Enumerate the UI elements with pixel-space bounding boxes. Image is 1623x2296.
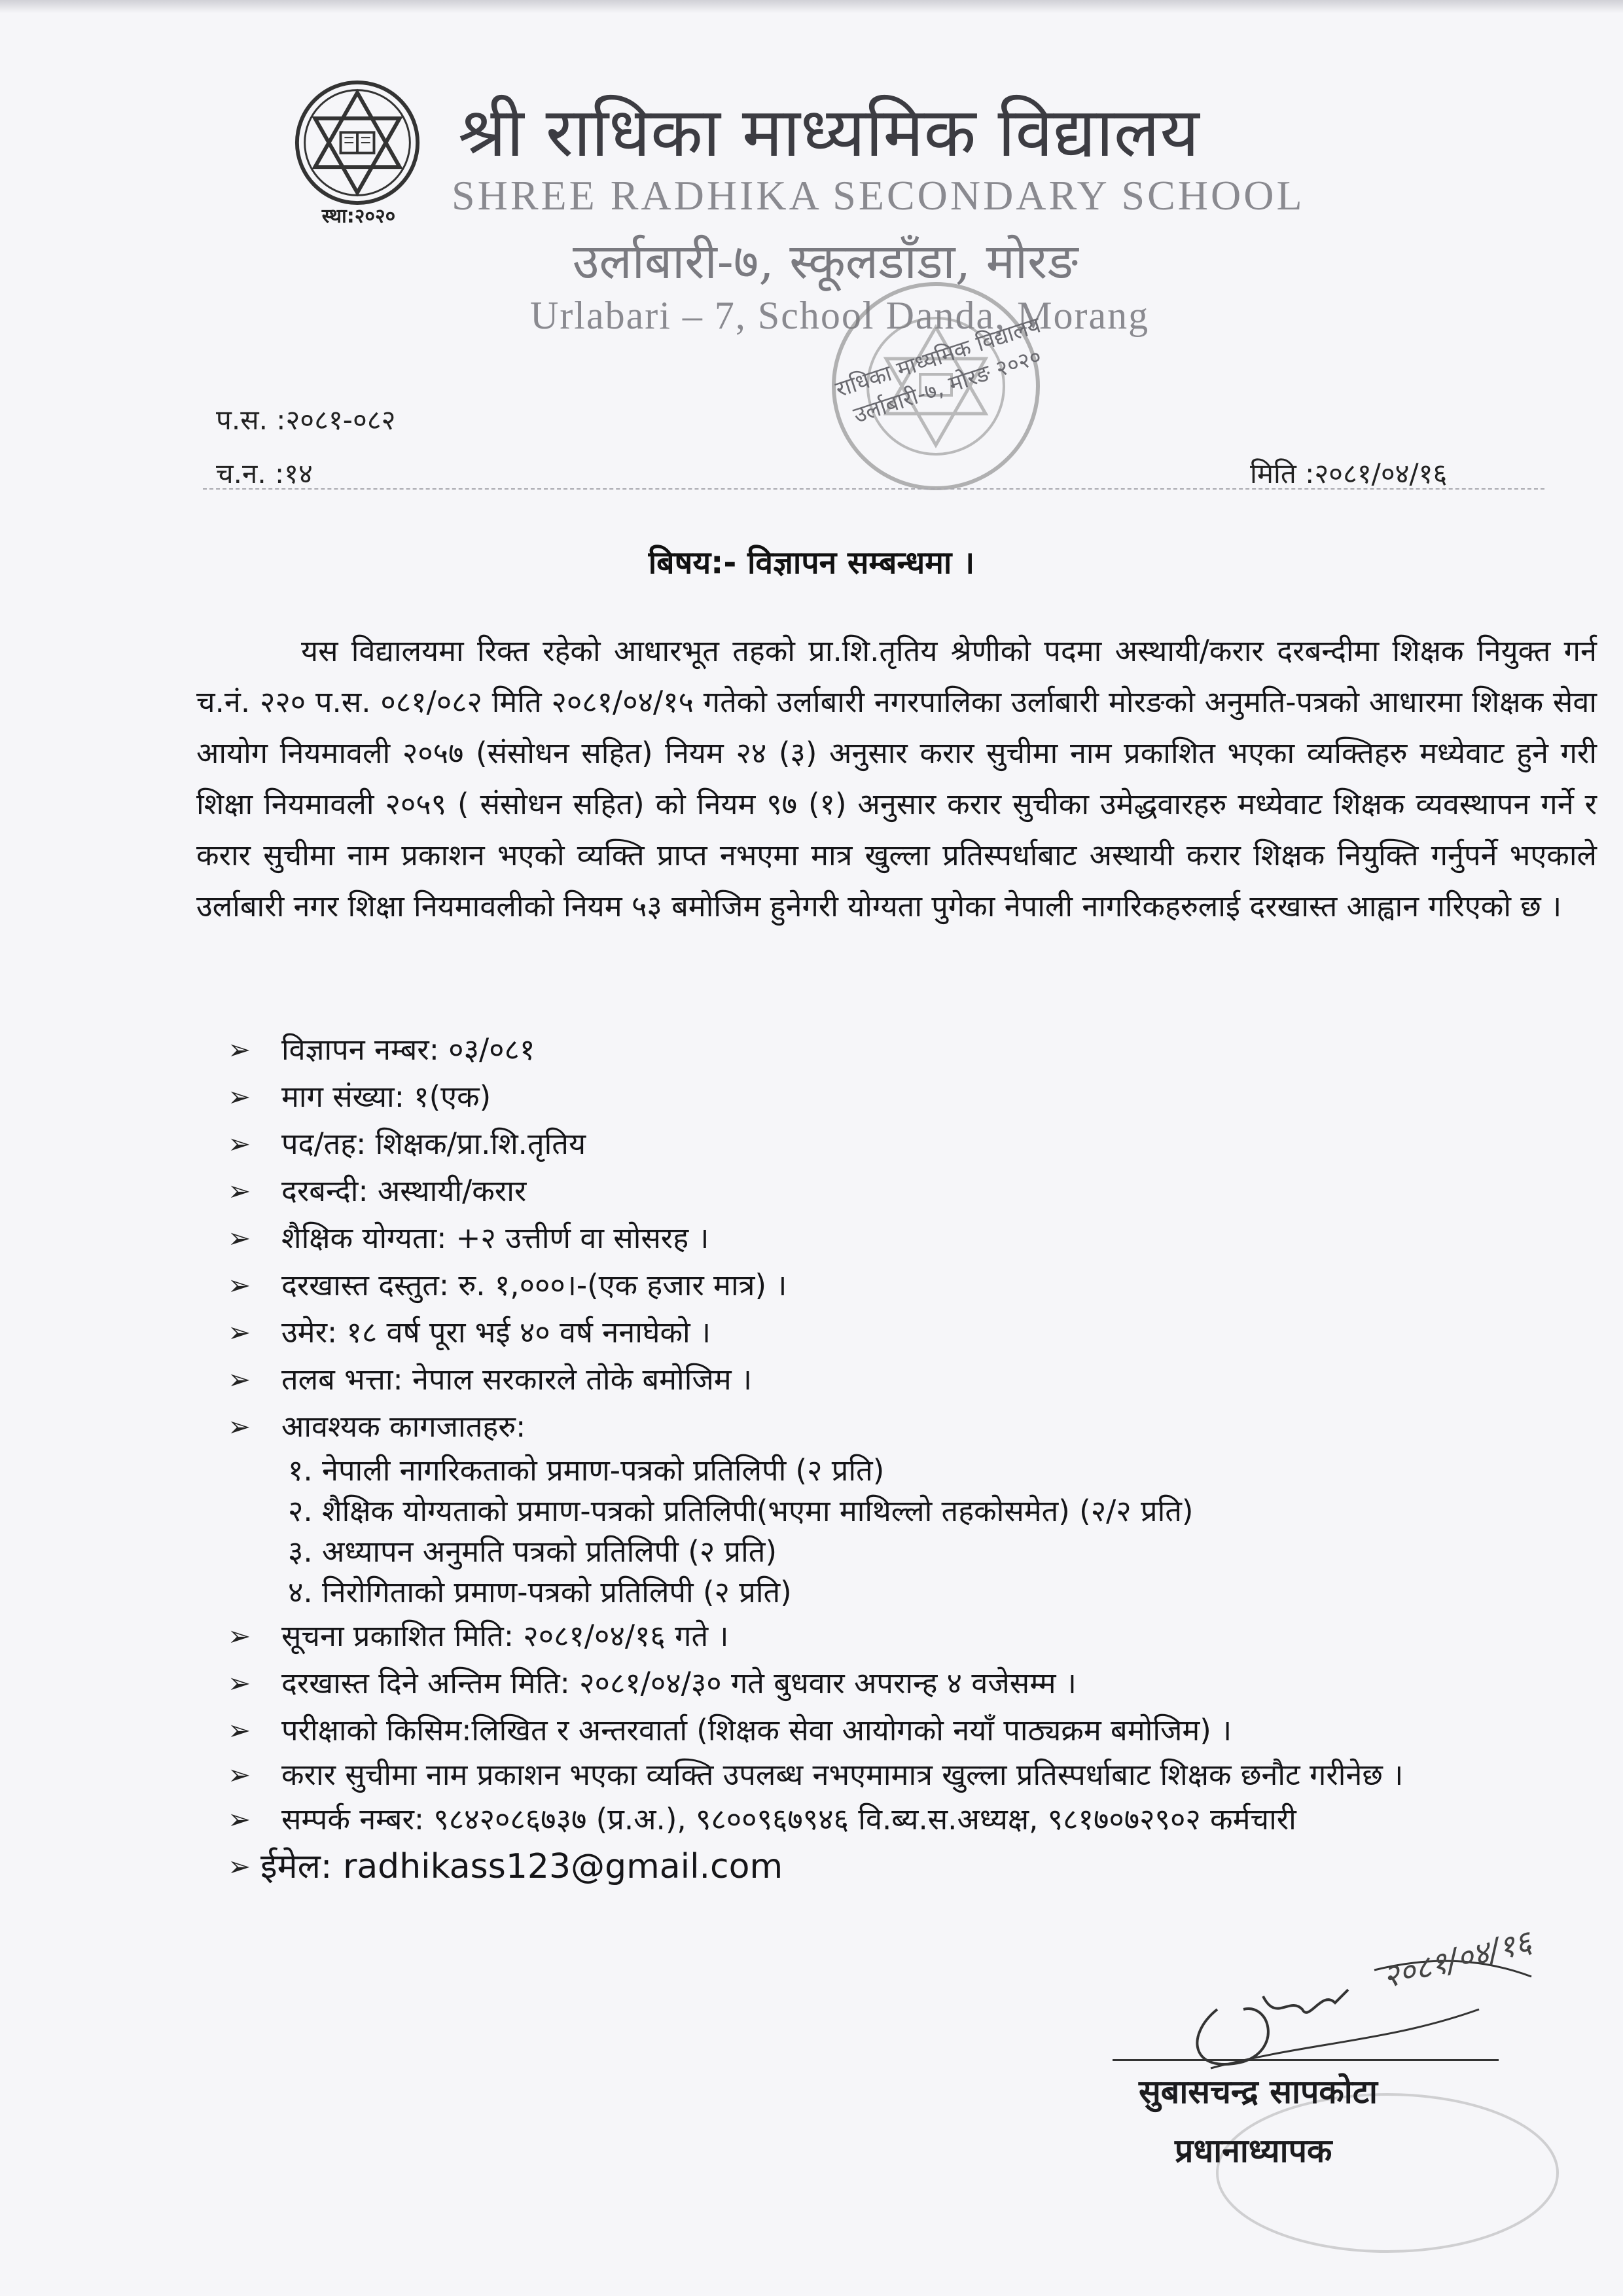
application-deadline: दरखास्त दिने अन्तिम मिति: २०८१/०४/३० गते बुधवार अपरान्ह ४ वजेसम्म । [281,1666,1077,1700]
age-requirement: उमेर: १८ वर्ष पूरा भई ४० वर्ष ननाघेको । [281,1315,711,1350]
salary: तलब भत्ता: नेपाल सरकारले तोके बमोजिम । [281,1362,753,1397]
document-item: १. नेपाली नागरिकताको प्रमाण-पत्रको प्रतिलिपी (२ प्रति) [288,1453,885,1488]
list-item [228,1796,1596,1843]
document-item: ४. निरोगिताको प्रमाण-पत्रको प्रतिलिपी (२ प्रति) [288,1575,792,1609]
list-item [228,1660,1596,1707]
school-name-english: SHREE RADHIKA SECONDARY SCHOOL [452,172,1305,219]
arrow-bullet-icon: ➢ [228,1410,251,1443]
publish-date: सूचना प्रकाशित मिति: २०८१/०४/१६ गते । [281,1619,729,1653]
document-item: २. शैक्षिक योग्यताको प्रमाण-पत्रको प्रतिलिपी(भएमा माथिल्लो तहकोसमेत) (२/२ प्रति) [288,1494,1194,1528]
list-item [228,1262,1596,1309]
selection-note: करार सुचीमा नाम प्रकाशन भएका व्यक्ति उपलब्ध नभएमामात्र खुल्ला प्रतिस्पर्धाबाट शिक्षक छनौट गरीनेछ । [281,1757,1404,1792]
notice-details-list [228,1026,1596,1890]
established-year: स्था:२०२० [321,205,396,228]
signatory-name: सुबासचन्द्र सापकोटा [1139,2073,1378,2111]
page-top-edge [0,0,1623,13]
notice-body [196,626,1597,932]
contact-numbers: सम्पर्क नम्बर: ९८४२०८६७३७ (प्र.अ.), ९८००९६७९४६ वि.ब्य.स.अध्यक्ष, ९८१७०७२९०२ कर्मचारी [281,1802,1296,1837]
notice-body-text: यस विद्यालयमा रिक्त रहेको आधारभूत तहको प्रा.शि.तृतिय श्रेणीको पदमा अस्थायी/करार दरबन्दीमा शिक्षक नियुक्त गर्न च.नं. २२० प.स. ०८१/०८२ मिति २०८१/०४/१५ गतेको उर्लाबारी नगरपालिका उर्लाबारी मोरङको अनुमति-पत्रको आधारमा शिक्षक सेवा आयोग नियमावली २०५७ (संसोधन सहित) नियम २४ (३) अनुसार करार सुचीमा नाम प्रकाशित भएका व्यक्तिहरु मध्येवाट हुने गरी शिक्षा नियमावली २०५९ ( संसोधन सहित) को नियम ९७ (१) अनुसार करार सुचीका उमेद्धवारहरु मध्येवाट शिक्षक व्यवस्थापन गर्ने र करार सुचीमा नाम प्रकाशन भएको व्यक्ति प्राप्त नभएमा मात्र खुल्ला प्रतिस्पर्धाबाट अस्थायी करार शिक्षक नियुक्ति गर्नुपर्ने भएकाले उर्लाबारी नगर शिक्षा नियमावलीको नियम ५३ बमोजिम हुनेगरी योग्यता पुगेका नेपाली नागरिकहरुलाई दरखास्त आह्वान गरिएको छ । [196,634,1597,924]
arrow-bullet-icon: ➢ [228,1033,251,1066]
school-address-english: Urlabari – 7, School Danda, Morang [530,294,1150,337]
list-item [228,1403,1596,1613]
arrow-bullet-icon: ➢ [228,1803,251,1835]
demand-count: माग संख्या: १(एक) [281,1079,491,1114]
letter-date: मिति :२०८१/०४/१६ [1250,457,1448,490]
list-item [228,1215,1596,1262]
arrow-bullet-icon: ➢ [228,1363,251,1395]
fiscal-year-reference: प.स. :२०८१-०८२ [216,404,396,436]
application-fee: दरखास्त दस्तुत: रु. १,०००।-(एक हजार मात्र) । [281,1268,787,1302]
email-label: ईमेल: [260,1847,332,1886]
arrow-bullet-icon: ➢ [228,1269,251,1301]
exam-type: परीक्षाको किसिम:लिखित र अन्तरवार्ता (शिक्षक सेवा आयोगको नयाँ पाठ्यक्रम बमोजिम) । [281,1713,1232,1748]
list-item [228,1707,1596,1754]
list-item [228,1121,1596,1168]
post-level: पद/तह: शिक्षक/प्रा.शि.तृतिय [281,1126,586,1161]
ad-number: विज्ञापन नम्बर: ०३/०८१ [281,1032,535,1067]
documents-heading: आवश्यक कागजातहरु: [281,1409,526,1444]
signature-date: २०८१/०४/१६ [1379,1923,1535,1996]
school-address-nepali: उर्लाबारी-७, स्कूलडाँडा, मोरङ [573,234,1079,290]
list-item [228,1309,1596,1356]
arrow-bullet-icon: ➢ [228,1667,251,1699]
list-item [228,1843,1596,1890]
seal-text: राधिका माध्यमिक विद्यालय उर्लाबारी-७, मोरङ २०२० [832,312,1045,429]
arrow-bullet-icon: ➢ [228,1620,251,1652]
documents-list [281,1450,1596,1613]
signature-line [1113,2059,1499,2061]
list-item [228,1026,1596,1073]
arrow-bullet-icon: ➢ [228,1850,251,1882]
email-address[interactable]: radhikass123@gmail.com [342,1847,783,1886]
document-item: ३. अध्यापन अनुमति पत्रको प्रतिलिपी (२ प्रति) [288,1534,777,1569]
list-item [228,1613,1596,1660]
list-item [228,1356,1596,1403]
signatory-title: प्रधानाध्यापक [1175,2132,1332,2170]
school-emblem-icon [293,79,421,207]
dispatch-number: च.न. :१४ [216,457,313,490]
arrow-bullet-icon: ➢ [228,1759,251,1791]
school-name-nepali: श्री राधिका माध्यमिक विद्यालय [458,92,1200,172]
arrow-bullet-icon: ➢ [228,1175,251,1207]
qualification: शैक्षिक योग्यता: +२ उत्तीर्ण वा सोसरह । [281,1221,709,1255]
arrow-bullet-icon: ➢ [228,1222,251,1254]
arrow-bullet-icon: ➢ [228,1316,251,1348]
list-item [228,1754,1596,1796]
position-type: दरबन्दी: अस्थायी/करार [281,1174,527,1208]
arrow-bullet-icon: ➢ [228,1081,251,1113]
subject-line: बिषय:- विज्ञापन सम्बन्धमा । [648,545,975,581]
arrow-bullet-icon: ➢ [228,1128,251,1160]
list-item [228,1073,1596,1121]
arrow-bullet-icon: ➢ [228,1714,251,1746]
list-item [228,1168,1596,1215]
reference-divider [203,488,1544,490]
